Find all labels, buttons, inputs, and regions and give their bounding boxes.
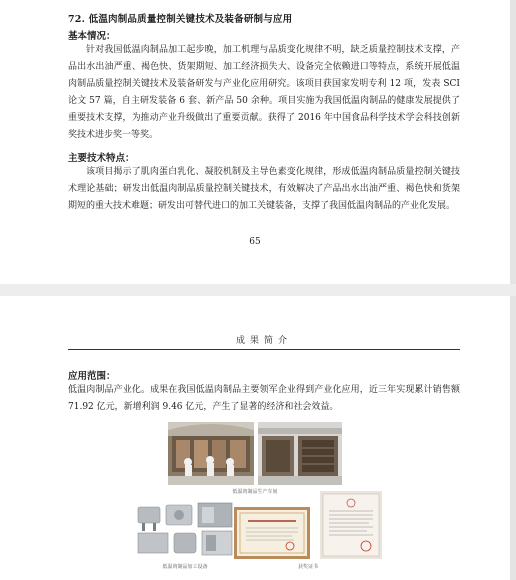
- award-document-photo: [320, 491, 382, 559]
- basic-situation-heading: 基本情况：: [68, 31, 116, 42]
- header-rule: [68, 349, 460, 350]
- equipment-photo-caption: 低温肉制品加工设备: [162, 564, 208, 570]
- main-features-heading: 主要技术特点：: [68, 153, 135, 164]
- application-scope-paragraph: 低温肉制品产业化。成果在我国低温肉制品主要领军企业得到产业化应用，近三年实现累计销售额 71.92 亿元，新增利润 9.46 亿元，产生了显著的经济和社会效益。: [68, 385, 460, 412]
- basic-situation-paragraph: 针对我国低温肉制品加工起步晚，加工机理与品质变化规律不明，缺乏质量控制技术支撑，产品出水出油严重、褐色快、货架期短、加工经济损失大、设备完全依赖进口等特点，系统开展低温肉制品质量控制关键技术及装备研发与产业化应用研究。该项目获国家发明专利 12 项，发表 SCI 论文 57 篇，自主研发装备 6 套、新产品 50 余种。项目实施为我国低温肉制品的健康发展提供了重要技术支撑，为推动产业升级做出了重要贡献。获得了 2016 年中国食品科学技术学会科技创新奖技术进步奖一等奖。: [68, 45, 460, 140]
- page-number: 65: [249, 237, 261, 247]
- page-edge-shadow: [510, 0, 516, 284]
- smokehouse-oven-photo: [258, 422, 342, 485]
- award-certificate-photo: [234, 507, 310, 559]
- main-features-paragraph: 该项目揭示了肌肉蛋白乳化、凝胶机制及主导色素变化规律，形成低温肉制品质量控制关键技术理论基础；研发出低温肉制品质量控制关键技术，有效解决了产品出水出油严重、褐色快和货架期短的重大技术难题；研发出可替代进口的加工关键装备，支撑了我国低温肉制品的产业化发展。: [68, 167, 460, 211]
- running-head: 成果简介: [235, 336, 292, 346]
- section-title: 72. 低温肉制品质量控制关键技术及装备研制与应用: [68, 14, 293, 25]
- certificate-photo-caption: 获奖证书: [297, 564, 318, 570]
- page-edge-shadow: [510, 296, 516, 580]
- processing-equipment-photo: [132, 499, 238, 559]
- application-scope-heading: 应用范围：: [68, 371, 116, 382]
- production-photo-caption: 低温肉制品生产车间: [232, 489, 278, 495]
- production-workshop-photo: [168, 422, 254, 485]
- document-page-65: [0, 0, 510, 284]
